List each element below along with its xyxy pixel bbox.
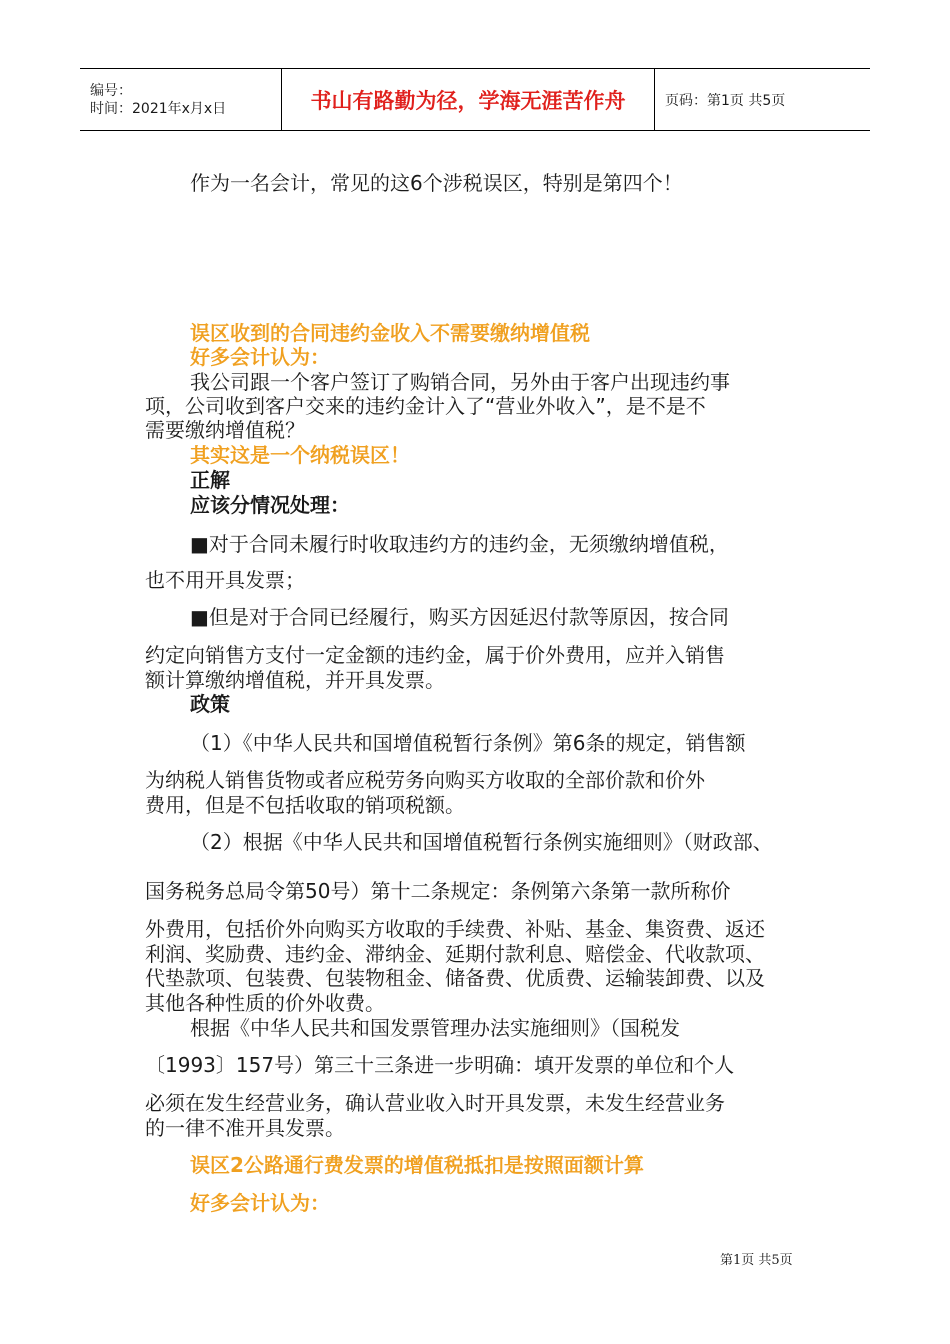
- page-header: [80, 68, 870, 131]
- misconception-2-belief: 好多会计认为：: [190, 1191, 330, 1215]
- case-1-line-1: ■对于合同未履行时收取违约方的违约金，无须缴纳增值税，: [190, 532, 729, 556]
- policy-3-line-3: 必须在发生经营业务，确认营业收入时开具发票，未发生经营业务: [145, 1091, 725, 1115]
- question-line-2: 项，公司收到客户交来的违约金计入了“营业外收入”，是不是不: [145, 394, 706, 418]
- misconception-2-title: 误区2公路通行费发票的增值税抵扣是按照面额计算: [190, 1153, 644, 1177]
- policy-2-line-3: 外费用，包括价外向购买方收取的手续费、补贴、基金、集资费、返还: [145, 917, 765, 941]
- policy-2-line-6: 其他各种性质的价外收费。: [145, 991, 385, 1015]
- case-1-line-2: 也不用开具发票；: [145, 568, 305, 592]
- header-meta: [80, 69, 282, 130]
- policy-3-line-2: 〔1993〕157号）第三十三条进一步明确：填开发票的单位和个人: [145, 1053, 735, 1077]
- question-line-3: 需要缴纳增值税？: [145, 418, 305, 442]
- page-footer: 第1页 共5页: [720, 1253, 793, 1268]
- policy-3-line-1: 根据《中华人民共和国发票管理办法实施细则》（国税发: [190, 1016, 680, 1040]
- case-2-line-2: 约定向销售方支付一定金额的违约金，属于价外费用，应并入销售: [145, 643, 725, 667]
- policy-3-line-4: 的一律不准开具发票。: [145, 1116, 345, 1140]
- header-motto: 书山有路勤为径，学海无涯苦作舟: [282, 69, 655, 130]
- misconception-1-belief: 好多会计认为：: [190, 345, 330, 369]
- policy-2-line-2: 国务税务总局令第50号）第十二条规定：条例第六条第一款所称价: [145, 879, 731, 903]
- policy-2-line-5: 代垫款项、包装费、包装物租金、储备费、优质费、运输装卸费、以及: [145, 966, 765, 990]
- misconception-1-title: 误区收到的合同违约金收入不需要缴纳增值税: [190, 321, 590, 345]
- cases-heading: 应该分情况处理：: [190, 493, 350, 517]
- intro-paragraph: 作为一名会计，常见的这6个涉税误区，特别是第四个！: [190, 171, 683, 195]
- document-number-label: 编号：: [90, 82, 132, 99]
- policy-1-line-2: 为纳税人销售货物或者应税劳务向购买方收取的全部价款和价外: [145, 768, 705, 792]
- misconception-1-trap: 其实这是一个纳税误区！: [190, 443, 410, 467]
- document-date-label: 时间：2021年x月x日: [90, 100, 227, 117]
- answer-heading: 正解: [190, 468, 230, 492]
- header-page-info: 页码：第1页 共5页: [665, 92, 786, 109]
- case-2-line-1: ■但是对于合同已经履行，购买方因延迟付款等原因，按合同: [190, 605, 729, 629]
- policy-1-line-3: 费用，但是不包括收取的销项税额。: [145, 793, 465, 817]
- case-2-line-3: 额计算缴纳增值税，并开具发票。: [145, 668, 445, 692]
- policy-2-line-1: （2）根据《中华人民共和国增值税暂行条例实施细则》（财政部、: [190, 830, 773, 854]
- policy-1-line-1: （1）《中华人民共和国增值税暂行条例》第6条的规定，销售额: [190, 731, 746, 755]
- question-line-1: 我公司跟一个客户签订了购销合同，另外由于客户出现违约事: [190, 370, 730, 394]
- policy-2-line-4: 利润、奖励费、违约金、滞纳金、延期付款利息、赔偿金、代收款项、: [145, 942, 765, 966]
- policy-heading: 政策: [190, 692, 230, 716]
